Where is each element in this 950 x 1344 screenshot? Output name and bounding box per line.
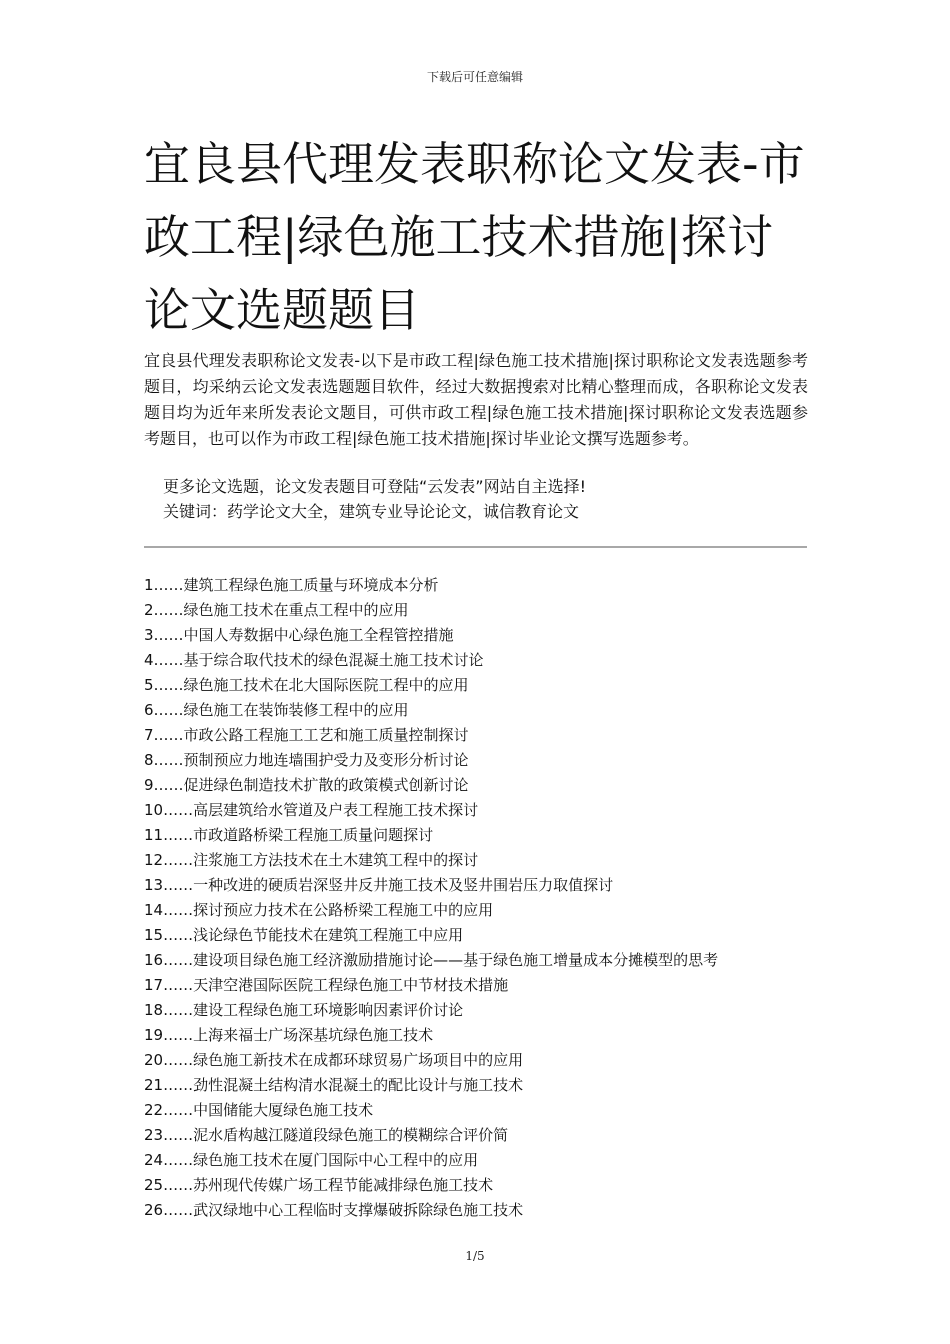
topic-item: 26……武汉绿地中心工程临时支撑爆破拆除绿色施工技术 (144, 1201, 524, 1219)
topic-item: 20……绿色施工新技术在成都环球贸易广场项目中的应用 (144, 1051, 524, 1069)
section-divider (144, 546, 807, 548)
topic-item: 1……建筑工程绿色施工质量与环境成本分析 (144, 576, 439, 594)
topic-item: 13……一种改进的硬质岩深竖井反井施工技术及竖井围岩压力取值探讨 (144, 876, 614, 894)
topic-item: 8……预制预应力地连墙围护受力及变形分析讨论 (144, 751, 469, 769)
topic-item: 2……绿色施工技术在重点工程中的应用 (144, 601, 409, 619)
topic-item: 9……促进绿色制造技术扩散的政策模式创新讨论 (144, 776, 469, 794)
topic-item: 25……苏州现代传媒广场工程节能减排绿色施工技术 (144, 1176, 494, 1194)
keywords-line: 关键词：药学论文大全，建筑专业导论论文，诚信教育论文 (163, 502, 580, 521)
topic-item: 22……中国储能大厦绿色施工技术 (144, 1101, 374, 1119)
page-header-note: 下载后可任意编辑 (426, 70, 523, 84)
topic-item: 23……泥水盾构越江隧道段绿色施工的模糊综合评价简 (144, 1126, 509, 1144)
document-title: 宜良县代理发表职称论文发表-市政工程|绿色施工技术措施|探讨论文选题题目 (144, 137, 805, 337)
intro-paragraph: 宜良县代理发表职称论文发表-以下是市政工程|绿色施工技术措施|探讨职称论文发表选题参考题目，均采纳云论文发表选题题目软件，经过大数据搜索对比精心整理而成，各职称论文发表题目均为近年来所发表论文题目，可供市政工程|绿色施工技术措施|探讨职称论文发表选题参考题目，也可以作为市政工程|绿色施工技术措施|探讨毕业论文撰写选题参考。 (144, 351, 808, 448)
topic-item: 21……劲性混凝土结构清水混凝土的配比设计与施工技术 (144, 1076, 524, 1094)
more-topics-note: 更多论文选题，论文发表题目可登陆“云发表”网站自主选择! (163, 477, 586, 496)
topic-item: 15……浅论绿色节能技术在建筑工程施工中应用 (144, 926, 464, 944)
topic-item: 11……市政道路桥梁工程施工质量问题探讨 (144, 826, 434, 844)
topic-item: 12……注浆施工方法技术在土木建筑工程中的探讨 (144, 851, 479, 869)
page-number: 1/5 (465, 1249, 485, 1263)
topic-item: 10……高层建筑给水管道及户表工程施工技术探讨 (144, 801, 479, 819)
topic-item: 4……基于综合取代技术的绿色混凝土施工技术讨论 (144, 651, 484, 669)
topic-item: 7……市政公路工程施工工艺和施工质量控制探讨 (144, 726, 469, 744)
topic-item: 24……绿色施工技术在厦门国际中心工程中的应用 (144, 1151, 479, 1169)
topic-item: 18……建设工程绿色施工环境影响因素评价讨论 (144, 1001, 464, 1019)
topic-item: 3……中国人寿数据中心绿色施工全程管控措施 (144, 626, 454, 644)
topic-item: 6……绿色施工在装饰装修工程中的应用 (144, 701, 409, 719)
topic-item: 16……建设项目绿色施工经济激励措施讨论——基于绿色施工增量成本分摊模型的思考 (144, 951, 719, 969)
topic-item: 17……天津空港国际医院工程绿色施工中节材技术措施 (144, 976, 509, 994)
topic-item: 19……上海来福士广场深基坑绿色施工技术 (144, 1026, 434, 1044)
topic-list (144, 573, 824, 1223)
topic-item: 5……绿色施工技术在北大国际医院工程中的应用 (144, 676, 469, 694)
topic-item: 14……探讨预应力技术在公路桥梁工程施工中的应用 (144, 901, 494, 919)
